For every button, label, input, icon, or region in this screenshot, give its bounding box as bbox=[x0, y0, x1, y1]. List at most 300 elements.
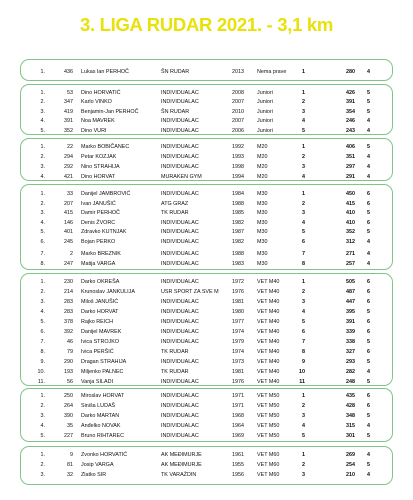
bib: 46 bbox=[67, 339, 73, 345]
category: Juniori bbox=[257, 109, 273, 115]
athlete-name: Marko BREZNIK bbox=[81, 251, 121, 257]
points: 301 bbox=[346, 433, 355, 439]
rank: 11. bbox=[37, 379, 45, 385]
table-row bbox=[21, 209, 394, 217]
category: M20 bbox=[257, 154, 268, 160]
rank: 2. bbox=[40, 99, 45, 105]
place: 3 bbox=[302, 109, 305, 115]
bib: 227 bbox=[64, 433, 73, 439]
birth-year: 1998 bbox=[232, 164, 244, 170]
category: M30 bbox=[257, 251, 268, 257]
table-row bbox=[21, 368, 394, 376]
birth-year: 1973 bbox=[232, 359, 244, 365]
rank: 6. bbox=[40, 329, 45, 335]
place: 4 bbox=[302, 118, 305, 124]
birth-year: 1994 bbox=[232, 174, 244, 180]
rank: 3. bbox=[40, 109, 45, 115]
rank: 4. bbox=[40, 309, 45, 315]
place: 1 bbox=[302, 191, 305, 197]
birth-year: 2010 bbox=[232, 109, 244, 115]
place: 1 bbox=[302, 90, 305, 96]
bib: 35 bbox=[67, 423, 73, 429]
category: VET M60 bbox=[257, 472, 280, 478]
birth-year: 2008 bbox=[232, 90, 244, 96]
birth-year: 1984 bbox=[232, 191, 244, 197]
category: VET M50 bbox=[257, 433, 280, 439]
club: INDIVIDUALAC bbox=[161, 220, 199, 226]
club: INDIVIDUALAC bbox=[161, 164, 199, 170]
rank: 2. bbox=[40, 289, 45, 295]
birth-year: 1964 bbox=[232, 423, 244, 429]
table-row bbox=[21, 318, 394, 326]
club: INDIVIDUALAC bbox=[161, 99, 199, 105]
points: 410 bbox=[346, 220, 355, 226]
table-row bbox=[21, 68, 394, 76]
level: 6 bbox=[367, 220, 370, 226]
bib: 378 bbox=[64, 319, 73, 325]
category: Nema prave bbox=[257, 69, 287, 75]
level: 6 bbox=[367, 191, 370, 197]
level: 6 bbox=[367, 279, 370, 285]
athlete-name: Darko MARTAN bbox=[81, 413, 120, 419]
level: 4 bbox=[367, 261, 370, 267]
points: 354 bbox=[346, 109, 355, 115]
table-row bbox=[21, 338, 394, 346]
category: M30 bbox=[257, 210, 268, 216]
rank: 4. bbox=[40, 220, 45, 226]
rank: 4. bbox=[40, 423, 45, 429]
bib: 56 bbox=[67, 379, 73, 385]
bib: 193 bbox=[64, 369, 73, 375]
place: 3 bbox=[302, 299, 305, 305]
table-row bbox=[21, 200, 394, 208]
level: 5 bbox=[367, 90, 370, 96]
level: 6 bbox=[367, 393, 370, 399]
athlete-name: Darko HORVAT bbox=[81, 309, 119, 315]
athlete-name: Ivica STROJKO bbox=[81, 339, 120, 345]
results-group bbox=[20, 388, 393, 442]
category: M30 bbox=[257, 191, 268, 197]
place: 2 bbox=[302, 99, 305, 105]
club: INDIVIDUALAC bbox=[161, 319, 199, 325]
club: INDIVIDUALAC bbox=[161, 423, 199, 429]
table-row bbox=[21, 260, 394, 268]
bib: 292 bbox=[64, 164, 73, 170]
points: 246 bbox=[346, 118, 355, 124]
category: VET M40 bbox=[257, 289, 280, 295]
points: 435 bbox=[346, 393, 355, 399]
table-row bbox=[21, 173, 394, 181]
table-row bbox=[21, 451, 394, 459]
points: 293 bbox=[346, 359, 355, 365]
category: M30 bbox=[257, 239, 268, 245]
place: 2 bbox=[302, 403, 305, 409]
rank: 3. bbox=[40, 164, 45, 170]
table-row bbox=[21, 143, 394, 151]
birth-year: 1980 bbox=[232, 309, 244, 315]
rank: 8. bbox=[40, 261, 45, 267]
athlete-name: Matija VARGA bbox=[81, 261, 116, 267]
place: 1 bbox=[302, 69, 305, 75]
club: TK RUDAR bbox=[161, 349, 189, 355]
rank: 8. bbox=[40, 349, 45, 355]
level: 5 bbox=[367, 339, 370, 345]
results-group bbox=[20, 84, 393, 135]
category: Juniori bbox=[257, 128, 273, 134]
bib: 392 bbox=[64, 329, 73, 335]
points: 505 bbox=[346, 279, 355, 285]
athlete-name: Josip VARGA bbox=[81, 462, 114, 468]
level: 4 bbox=[367, 69, 370, 75]
category: M20 bbox=[257, 164, 268, 170]
level: 5 bbox=[367, 109, 370, 115]
page-title: 3. LIGA RUDAR 2021. - 3,1 km bbox=[79, 14, 334, 35]
rank: 4. bbox=[40, 174, 45, 180]
level: 4 bbox=[367, 369, 370, 375]
rank: 5. bbox=[40, 319, 45, 325]
category: Juniori bbox=[257, 118, 273, 124]
points: 391 bbox=[346, 319, 355, 325]
table-row bbox=[21, 471, 394, 479]
place: 2 bbox=[302, 154, 305, 160]
bib: 415 bbox=[64, 210, 73, 216]
place: 2 bbox=[302, 201, 305, 207]
athlete-name: Zlatko SIR bbox=[81, 472, 107, 478]
points: 312 bbox=[346, 239, 355, 245]
category: VET M60 bbox=[257, 462, 280, 468]
category: VET M40 bbox=[257, 299, 280, 305]
points: 391 bbox=[346, 99, 355, 105]
table-row bbox=[21, 308, 394, 316]
level: 4 bbox=[367, 472, 370, 478]
birth-year: 1993 bbox=[232, 154, 244, 160]
birth-year: 1992 bbox=[232, 144, 244, 150]
category: VET M40 bbox=[257, 319, 280, 325]
points: 254 bbox=[346, 462, 355, 468]
club: INDIVIDUALAC bbox=[161, 299, 199, 305]
category: VET M40 bbox=[257, 329, 280, 335]
category: VET M40 bbox=[257, 279, 280, 285]
athlete-name: Ivan JANUŠIĆ bbox=[81, 201, 116, 207]
club: TK VARAŽDIN bbox=[161, 472, 197, 478]
level: 5 bbox=[367, 144, 370, 150]
birth-year: 1968 bbox=[232, 413, 244, 419]
bib: 207 bbox=[64, 201, 73, 207]
club: TK RUDAR bbox=[161, 369, 189, 375]
bib: 283 bbox=[64, 299, 73, 305]
birth-year: 2006 bbox=[232, 128, 244, 134]
club: INDIVIDUALAC bbox=[161, 413, 199, 419]
level: 5 bbox=[367, 433, 370, 439]
bib: 79 bbox=[67, 349, 73, 355]
birth-year: 1974 bbox=[232, 329, 244, 335]
level: 5 bbox=[367, 359, 370, 365]
level: 5 bbox=[367, 309, 370, 315]
bib: 436 bbox=[64, 69, 73, 75]
birth-year: 2007 bbox=[232, 99, 244, 105]
points: 269 bbox=[346, 452, 355, 458]
results-group bbox=[20, 138, 393, 181]
points: 248 bbox=[346, 379, 355, 385]
rank: 1. bbox=[40, 279, 45, 285]
birth-year: 1956 bbox=[232, 472, 244, 478]
place: 1 bbox=[302, 452, 305, 458]
results-group bbox=[20, 273, 393, 386]
points: 426 bbox=[346, 90, 355, 96]
club: INDIVIDUALAC bbox=[161, 279, 199, 285]
birth-year: 1983 bbox=[232, 261, 244, 267]
bib: 81 bbox=[67, 462, 73, 468]
points: 348 bbox=[346, 413, 355, 419]
birth-year: 1969 bbox=[232, 433, 244, 439]
rank: 3. bbox=[40, 210, 45, 216]
athlete-name: Miloš JANUŠIĆ bbox=[81, 299, 119, 305]
athlete-name: Damir PERHOČ bbox=[81, 210, 120, 216]
bib: 214 bbox=[64, 289, 73, 295]
athlete-name: Dino HORVAT bbox=[81, 174, 116, 180]
category: VET M40 bbox=[257, 349, 280, 355]
level: 6 bbox=[367, 329, 370, 335]
level: 6 bbox=[367, 319, 370, 325]
table-row bbox=[21, 402, 394, 410]
birth-year: 1971 bbox=[232, 393, 244, 399]
place: 10 bbox=[299, 369, 305, 375]
table-row bbox=[21, 153, 394, 161]
level: 4 bbox=[367, 128, 370, 134]
category: VET M50 bbox=[257, 403, 280, 409]
birth-year: 1955 bbox=[232, 462, 244, 468]
table-row bbox=[21, 298, 394, 306]
athlete-name: Rajko REICH bbox=[81, 319, 114, 325]
club: INDIVIDUALAC bbox=[161, 239, 199, 245]
birth-year: 1982 bbox=[232, 220, 244, 226]
table-row bbox=[21, 89, 394, 97]
rank: 9. bbox=[40, 359, 45, 365]
level: 4 bbox=[367, 423, 370, 429]
level: 4 bbox=[367, 251, 370, 257]
category: VET M50 bbox=[257, 413, 280, 419]
results-group bbox=[20, 59, 393, 81]
level: 5 bbox=[367, 99, 370, 105]
table-row bbox=[21, 378, 394, 386]
rank: 2. bbox=[40, 154, 45, 160]
table-row bbox=[21, 328, 394, 336]
points: 327 bbox=[346, 349, 355, 355]
points: 257 bbox=[346, 261, 355, 267]
place: 4 bbox=[302, 309, 305, 315]
category: Juniori bbox=[257, 99, 273, 105]
athlete-name: Anđelko NOVAK bbox=[81, 423, 121, 429]
rank: 1. bbox=[40, 144, 45, 150]
athlete-name: Petar KOZJAK bbox=[81, 154, 117, 160]
rank: 3. bbox=[40, 299, 45, 305]
athlete-name: Vanja SILADI bbox=[81, 379, 113, 385]
points: 410 bbox=[346, 210, 355, 216]
points: 339 bbox=[346, 329, 355, 335]
category: VET M60 bbox=[257, 452, 280, 458]
table-row bbox=[21, 250, 394, 258]
rank: 1. bbox=[40, 393, 45, 399]
level: 6 bbox=[367, 349, 370, 355]
bib: 390 bbox=[64, 413, 73, 419]
birth-year: 1987 bbox=[232, 229, 244, 235]
table-row bbox=[21, 288, 394, 296]
table-row bbox=[21, 98, 394, 106]
athlete-name: Darko OKREŠA bbox=[81, 279, 120, 285]
results-group bbox=[20, 184, 393, 270]
club: INDIVIDUALAC bbox=[161, 261, 199, 267]
place: 2 bbox=[302, 462, 305, 468]
place: 1 bbox=[302, 144, 305, 150]
club: INDIVIDUALAC bbox=[161, 339, 199, 345]
club: INDIVIDUALAC bbox=[161, 144, 199, 150]
athlete-name: Zdravko KUTNJAK bbox=[81, 229, 127, 235]
athlete-name: Miljenko PALNEC bbox=[81, 369, 124, 375]
table-row bbox=[21, 348, 394, 356]
points: 243 bbox=[346, 128, 355, 134]
bib: 401 bbox=[64, 229, 73, 235]
club: USR SPORT ZA SVE M bbox=[161, 289, 219, 295]
points: 352 bbox=[346, 229, 355, 235]
points: 338 bbox=[346, 339, 355, 345]
rank: 1. bbox=[40, 90, 45, 96]
points: 415 bbox=[346, 201, 355, 207]
points: 282 bbox=[346, 369, 355, 375]
rank: 5. bbox=[40, 128, 45, 134]
athlete-name: Karlo VINKO bbox=[81, 99, 112, 105]
club: INDIVIDUALAC bbox=[161, 393, 199, 399]
rank: 5. bbox=[40, 433, 45, 439]
place: 2 bbox=[302, 289, 305, 295]
category: M30 bbox=[257, 201, 268, 207]
place: 5 bbox=[302, 433, 305, 439]
bib: 290 bbox=[64, 359, 73, 365]
points: 406 bbox=[346, 144, 355, 150]
club: ŠN RUDAR bbox=[161, 69, 190, 75]
rank: 2. bbox=[40, 201, 45, 207]
birth-year: 2007 bbox=[232, 118, 244, 124]
category: M30 bbox=[257, 220, 268, 226]
level: 4 bbox=[367, 452, 370, 458]
bib: 347 bbox=[64, 99, 73, 105]
points: 428 bbox=[346, 403, 355, 409]
level: 4 bbox=[367, 164, 370, 170]
points: 297 bbox=[346, 164, 355, 170]
points: 450 bbox=[346, 191, 355, 197]
level: 6 bbox=[367, 299, 370, 305]
place: 7 bbox=[302, 251, 305, 257]
club: ŠN RUDAR bbox=[161, 109, 190, 115]
birth-year: 1974 bbox=[232, 349, 244, 355]
place: 5 bbox=[302, 229, 305, 235]
bib: 146 bbox=[64, 220, 73, 226]
table-row bbox=[21, 163, 394, 171]
level: 5 bbox=[367, 462, 370, 468]
table-row bbox=[21, 392, 394, 400]
club: INDIVIDUALAC bbox=[161, 309, 199, 315]
points: 351 bbox=[346, 154, 355, 160]
bib: 247 bbox=[64, 261, 73, 267]
table-row bbox=[21, 108, 394, 116]
table-row bbox=[21, 461, 394, 469]
points: 487 bbox=[346, 289, 355, 295]
birth-year: 1976 bbox=[232, 289, 244, 295]
athlete-name: Danijel JAMBROVIĆ bbox=[81, 191, 131, 197]
bib: 230 bbox=[64, 279, 73, 285]
bib: 22 bbox=[67, 144, 73, 150]
category: VET M40 bbox=[257, 379, 280, 385]
level: 6 bbox=[367, 403, 370, 409]
club: INDIVIDUALAC bbox=[161, 251, 199, 257]
category: M30 bbox=[257, 261, 268, 267]
place: 3 bbox=[302, 210, 305, 216]
club: AK MEĐIMURJE bbox=[161, 452, 202, 458]
category: VET M40 bbox=[257, 369, 280, 375]
athlete-name: Benjamin-Jan PERHOČ bbox=[81, 109, 139, 115]
athlete-name: Denis ŽVORC bbox=[81, 220, 116, 226]
table-row bbox=[21, 117, 394, 125]
rank: 1. bbox=[40, 452, 45, 458]
birth-year: 1976 bbox=[232, 379, 244, 385]
rank: 3. bbox=[40, 472, 45, 478]
place: 1 bbox=[302, 279, 305, 285]
bib: 352 bbox=[64, 128, 73, 134]
level: 5 bbox=[367, 379, 370, 385]
level: 5 bbox=[367, 413, 370, 419]
bib: 391 bbox=[64, 118, 73, 124]
athlete-name: Zvonko HORVATIĆ bbox=[81, 452, 128, 458]
birth-year: 1988 bbox=[232, 201, 244, 207]
place: 3 bbox=[302, 164, 305, 170]
bib: 32 bbox=[67, 472, 73, 478]
table-row bbox=[21, 412, 394, 420]
club: INDIVIDUALAC bbox=[161, 191, 199, 197]
rank: 1. bbox=[40, 191, 45, 197]
rank: 4. bbox=[40, 118, 45, 124]
level: 5 bbox=[367, 229, 370, 235]
results-group bbox=[20, 446, 393, 485]
athlete-name: Bojan PERKO bbox=[81, 239, 116, 245]
table-row bbox=[21, 278, 394, 286]
athlete-name: Noa MAVREK bbox=[81, 118, 115, 124]
table-row bbox=[21, 127, 394, 135]
bib: 283 bbox=[64, 309, 73, 315]
bib: 421 bbox=[64, 174, 73, 180]
rank: 7. bbox=[40, 251, 45, 257]
points: 447 bbox=[346, 299, 355, 305]
rank: 1. bbox=[40, 69, 45, 75]
table-row bbox=[21, 219, 394, 227]
category: M20 bbox=[257, 174, 268, 180]
rank: 7. bbox=[40, 339, 45, 345]
birth-year: 1961 bbox=[232, 452, 244, 458]
club: INDIVIDUALAC bbox=[161, 433, 199, 439]
place: 8 bbox=[302, 261, 305, 267]
category: VET M50 bbox=[257, 423, 280, 429]
club: INDIVIDUALAC bbox=[161, 329, 199, 335]
level: 4 bbox=[367, 118, 370, 124]
bib: 264 bbox=[64, 403, 73, 409]
club: INDIVIDUALAC bbox=[161, 379, 199, 385]
club: INDIVIDUALAC bbox=[161, 154, 199, 160]
birth-year: 1971 bbox=[232, 403, 244, 409]
rank: 2. bbox=[40, 403, 45, 409]
table-row bbox=[21, 358, 394, 366]
birth-year: 1979 bbox=[232, 339, 244, 345]
place: 5 bbox=[302, 128, 305, 134]
place: 7 bbox=[302, 339, 305, 345]
table-row bbox=[21, 432, 394, 440]
